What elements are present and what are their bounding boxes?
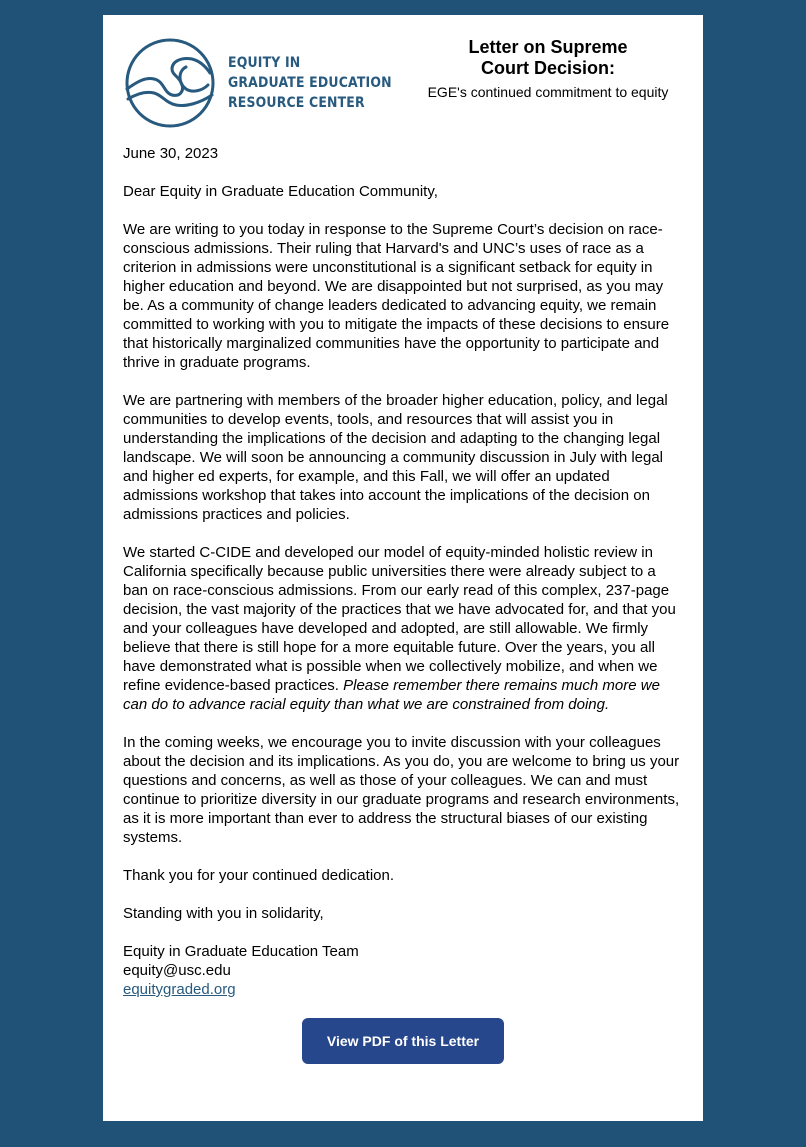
paragraph-3 (123, 543, 683, 714)
signature-email: equity@usc.edu (123, 962, 231, 979)
paragraph-2: We are partnering with members of the broader higher education, policy, and legal communities to develop events, tools, and resources that will assist you in understanding the implications of the decision and adapting to the changing legal landscape. We will soon be announcing a community discussion in July with legal and higher ed experts, for example, and this Fall, we will offer an updated admissions workshop that takes into account the implications of the decision on admissions practices and policies. (123, 392, 668, 523)
letter-subtitle: EGE's continued commitment to equity (427, 84, 669, 100)
letter-title (415, 37, 681, 79)
wave-circle-icon (124, 37, 216, 129)
paragraph-3-emphasis: Please remember there remains much more we can do to advance racial equity than what we are constrained from doing. (123, 677, 660, 713)
letter-title-line-2: Court Decision: (480, 58, 615, 78)
signature-website-line (123, 980, 683, 999)
view-pdf-button[interactable]: View PDF of this Letter (302, 1018, 504, 1064)
logo-line-3: RESOURCE CENTER (228, 95, 365, 111)
letter-body (123, 144, 683, 999)
logo-line-1: EQUITY IN (228, 55, 301, 71)
button-container (103, 1018, 703, 1064)
letter-date: June 30, 2023 (123, 145, 219, 162)
logo-wordmark (228, 53, 392, 113)
paragraph-4: In the coming weeks, we encourage you to invite discussion with your colleagues about the decision and its implications. As you do, you are welcome to bring us your questions and concerns, as well as those of your colleagues. We can and must continue to prioritize diversity in our graduate programs and research environments, as it is more important than ever to address the structural biases of our existing systems. (123, 734, 680, 846)
website-link[interactable]: equitygraded.org (123, 981, 236, 998)
paragraph-3-text: We started C-CIDE and developed our model of equity-minded holistic review in California specifically because public universities there were already subject to a ban on race-conscious admissions. From our early read of this complex, 237-page decision, the vast majority of the practices that we have advocated for, and that you and your colleagues have developed and adopted, are still allowable. We firmly believe that there is still hope for a more equitable future. Over the years, you all have demonstrated what is possible when we collectively mobilize, and when we refine evidence-based practices. (123, 544, 676, 694)
letter-greeting: Dear Equity in Graduate Education Community, (123, 183, 438, 200)
letter-header (415, 37, 681, 101)
letter-thanks: Thank you for your continued dedication. (123, 867, 395, 884)
paragraph-1: We are writing to you today in response to the Supreme Court’s decision on race-conscious admissions. Their ruling that Harvard's and UNC’s uses of race as a criterion in admissions were unconstitutional is a significant setback for equity in higher education and beyond. We are disappointed but not surprised, as you may be. As a community of change leaders dedicated to advancing equity, we remain committed to working with you to mitigate the impacts of these decisions to ensure that historically marginalized communities have the opportunity to participate and thrive in graduate programs. (123, 221, 670, 371)
letter-card (103, 15, 703, 1121)
letter-closing: Standing with you in solidarity, (123, 905, 324, 922)
letter-title-line-1: Letter on Supreme (468, 37, 628, 57)
ege-logo (124, 37, 404, 129)
signature-name: Equity in Graduate Education Team (123, 943, 359, 960)
logo-line-2: GRADUATE EDUCATION (228, 75, 392, 91)
